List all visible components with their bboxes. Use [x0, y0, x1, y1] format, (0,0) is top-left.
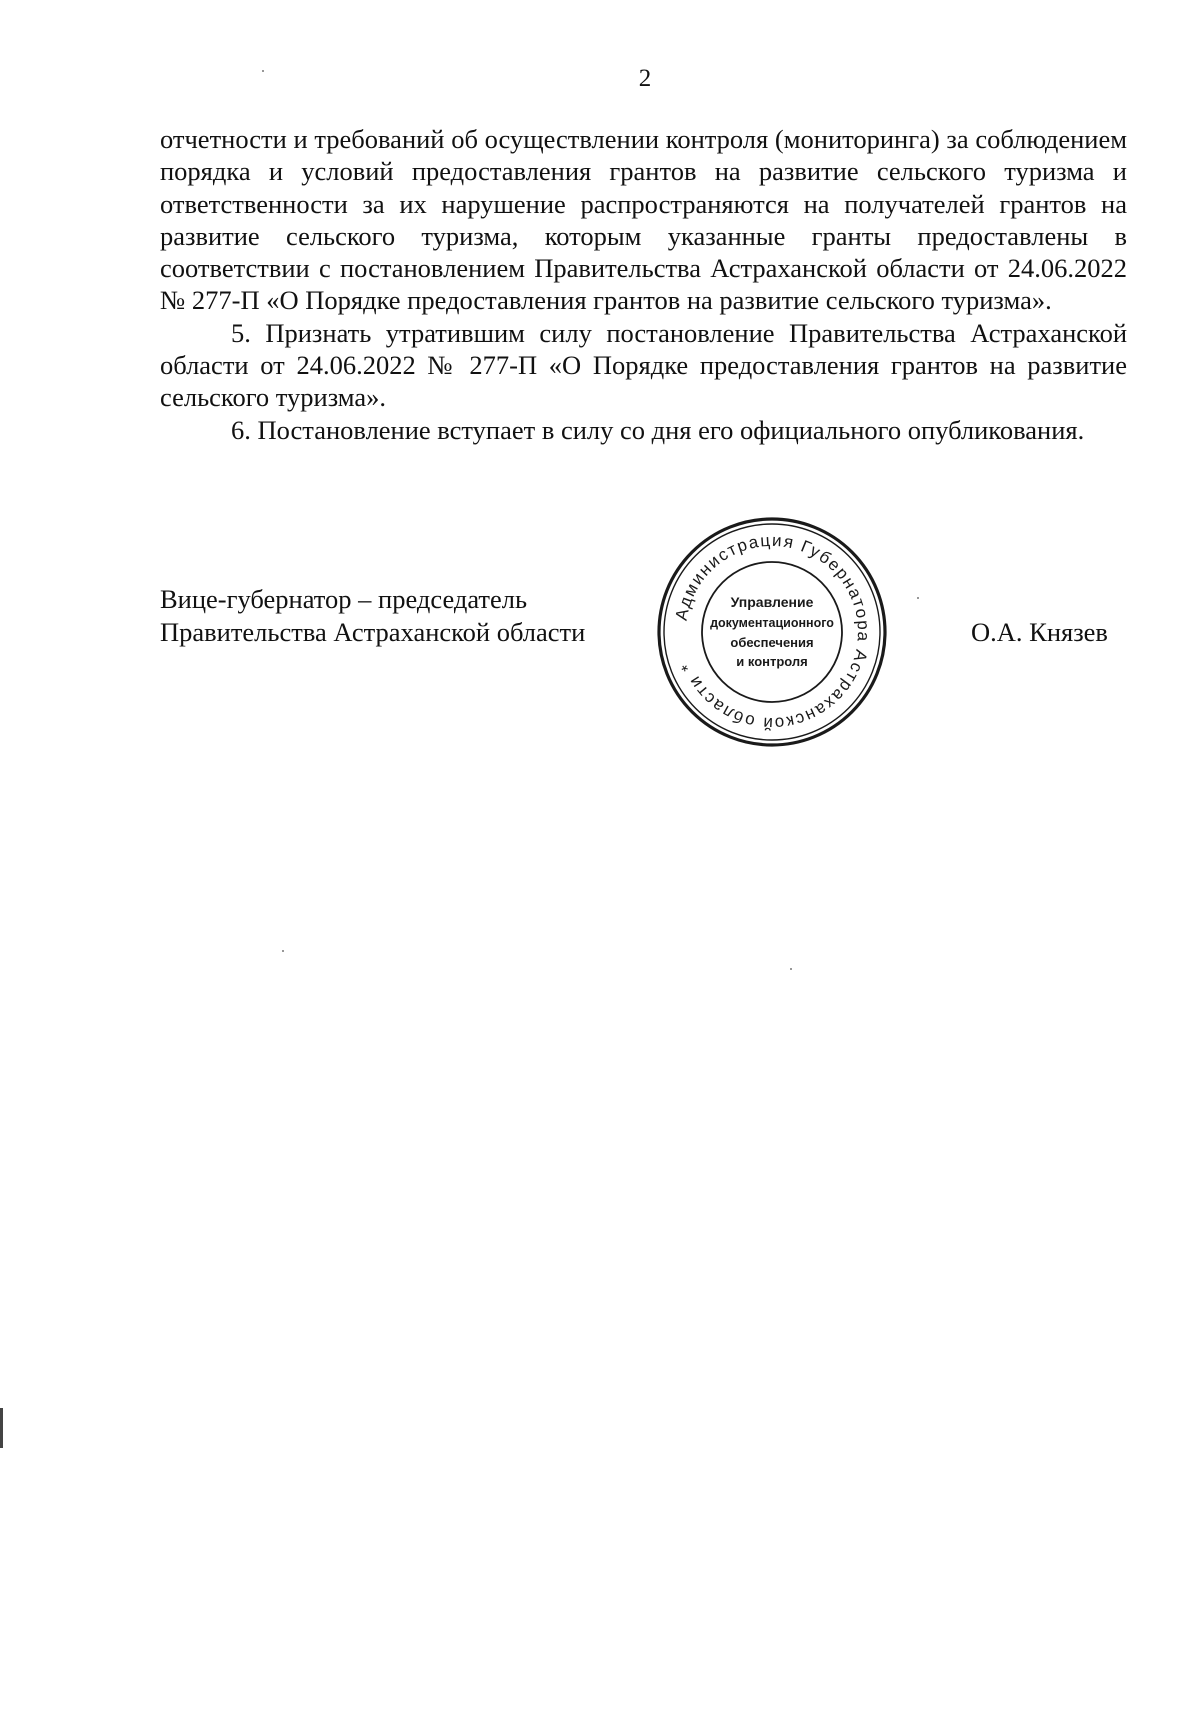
scan-speck — [917, 597, 919, 599]
scan-edge-mark — [0, 1408, 3, 1448]
scan-speck — [790, 968, 792, 970]
document-body — [160, 123, 1127, 446]
signatory-name: О.А. Князев — [971, 617, 1108, 647]
seal-second-ring — [664, 524, 880, 740]
seal-inner-ring — [702, 562, 842, 702]
seal-inner-line-4: и контроля — [736, 654, 808, 669]
signatory-position-line-1: Вице-губернатор – председатель — [160, 584, 528, 614]
scan-speck — [282, 950, 284, 952]
page-number: 2 — [638, 65, 652, 92]
seal-ring-text: Администрация Губернатора Астраханской области * — [671, 530, 874, 734]
paragraph-continuation: отчетности и требований об осуществлении контроля (мониторинга) за соблюдением порядка и условий предоставления грантов на развитие сельского туризма и ответственности за их нарушение распространяются на получателей грантов на развитие сельского туризма, которым указанные гранты предоставлены в соответствии с постановлением Правительства Астраханской области от 24.06.2022 № 277-П «О Порядке предоставления грантов на развитие сельского туризма». — [160, 124, 1127, 316]
seal-outer-ring — [659, 519, 885, 745]
seal-inner-line-2: документационного — [710, 616, 834, 630]
paragraph-item-6: 6. Постановление вступает в силу со дня его официального опубликования. — [231, 414, 1085, 445]
seal-graphic — [655, 515, 889, 749]
seal-inner-line-1: Управление — [730, 594, 814, 610]
seal-inner-line-3: обеспечения — [730, 635, 814, 650]
signatory-position — [160, 583, 585, 649]
signatory-position-line-2: Правительства Астраханской области — [160, 617, 586, 647]
scan-speck — [262, 70, 264, 72]
official-seal-stamp — [655, 515, 889, 749]
paragraph-item-5: 5. Признать утратившим силу постановление Правительства Астраханской области от 24.06.2022 № 277-П «О Порядке предоставления грантов на развитие сельского туризма». — [160, 317, 1127, 413]
